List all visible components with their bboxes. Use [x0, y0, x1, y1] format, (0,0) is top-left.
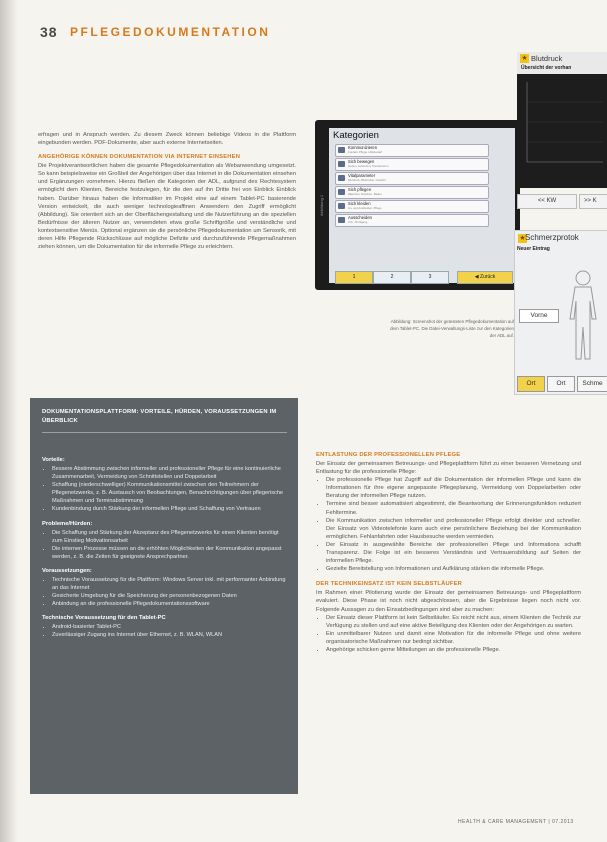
page-number: 38	[40, 24, 58, 40]
category-label: Sich pflegen	[348, 187, 372, 192]
category-sub: An- und Auskleiden, Pflege	[348, 206, 382, 210]
next-week-button[interactable]: >> K	[579, 194, 607, 209]
entlastung-list	[316, 476, 581, 573]
categories-title: Kategorien	[333, 130, 379, 141]
tablet-screenshot	[315, 120, 520, 290]
tablet-screen	[329, 128, 515, 283]
section-heading-technikeinsatz: DER TECHNIKEINSATZ IST KEIN SELBSTLÄUFER	[316, 581, 463, 588]
category-label: Sich bewegen	[348, 159, 375, 164]
category-sub: Urin, Stuhlgang	[348, 220, 368, 224]
list-item: • Kundenbindung durch Stärkung der informellen Pflege und Schaffung von Vertrauen	[52, 505, 287, 513]
category-label: Sich kleiden	[348, 201, 371, 206]
list-item: • Gezielte Bereitstellung von Informationen und Aufklärung stärken die informelle Pflege.	[326, 565, 581, 573]
list-item: • Die professionelle Pflege hat Zugriff auf die Dokumentation der informellen Pflege und kann die Informationen für ihre eigene angepasste Pflegeplanung, Vermeidung von Doppelarbeiten oder Beratung der informellen Pflege nutzen.	[326, 476, 581, 500]
info-box-divider	[42, 432, 287, 433]
advantages-list	[42, 465, 287, 514]
location-button-2[interactable]: Ort	[547, 376, 575, 392]
problems-heading: Probleme/Hürden:	[42, 520, 93, 527]
front-view-button[interactable]: Vorne	[519, 309, 559, 323]
figure-caption: Abbildung: Screenshot der getesteten Pflegedokumentation auf dem Tablet-PC. Die Datei-Verwaltungs-Liste zur den Kategorien der ADL auf.	[390, 319, 514, 338]
category-sub: Kontakt, Pflege, Hilfebedarf	[348, 150, 383, 154]
category-label: Ausscheiden	[348, 215, 372, 220]
section-paragraph-entlastung: Der Einsatz der gemeinsamen Betreuungs- und Pflegeplattform führt zu einer besseren Vernetzung und Entlastung für die professionelle Pflege:	[316, 461, 581, 476]
list-item: • Anbindung an die professionelle Pflegedokumentationssoftware	[52, 600, 287, 608]
section-heading-angehoerige: ANGEHÖRIGE KÖNNEN DOKUMENTATION VIA INTERNET EINSEHEN	[38, 154, 241, 161]
category-item[interactable]	[335, 214, 489, 227]
section-paragraph-technikeinsatz: Im Rahmen einer Pilotierung wurde der Einsatz der gemeinsamen Betreuungs- und Pflegeplattform evaluiert. Diese Phase ist noch nicht abgeschlossen, aber die Ergebnisse liegen noch nicht vor. Folgende Aussagen zu den Einsatzbedingungen sind aber zu machen:	[316, 590, 581, 613]
info-box-title: DOKUMENTATIONSPLATTFORM: VORTEILE, HÜRDEN, VORAUSSETZUNGEN IM ÜBERBLICK	[42, 409, 277, 424]
category-icon	[338, 147, 345, 153]
list-item: • Bessere Abstimmung zwischen informeller und professioneller Pflege für eine kontinuierliche Zusammenarbeit, Vermeidung von Schnittstellen und Doppelarbeit	[52, 465, 287, 481]
category-sub: Gehen, Aufstehen, Transferieren	[348, 164, 389, 168]
pain-protocol-title: Schmerzprotok	[525, 233, 579, 242]
requirements-heading: Voraussetzungen:	[42, 567, 92, 574]
list-item: • Android-basierter Tablet-PC	[52, 623, 287, 631]
category-item[interactable]	[335, 172, 489, 185]
list-item: • Schaffung (niederschwelliger) Kommunikationsmittel zwischen den Teilnehmern der Pflegenetzwerks, z. B. Austausch von Beobachtungen, Benachrichtigungen über pflegerische Maßnahmen und Terminabstimmung	[52, 481, 287, 505]
info-box-content	[42, 450, 287, 640]
category-icon	[338, 175, 345, 181]
list-item: • Termine sind besser automatisiert abgestimmt, die Beantwortung der Erinnerungsfunktion reduziert Fehltermine.	[326, 500, 581, 516]
list-item: • Angehörige schicken gerne Mitteilungen an die professionelle Pflege.	[326, 646, 581, 654]
page-button-3[interactable]: 3	[411, 271, 449, 284]
blood-pressure-widget	[517, 52, 607, 188]
tablet-requirements-heading: Technische Voraussetzung für den Tablet-PC	[42, 615, 166, 622]
category-item[interactable]	[335, 144, 489, 157]
list-item: • Die Schaffung und Stärkung der Akzeptanz des Pflegenetzwerks für einen Klienten benötigt zum Einstieg Motivationsarbeit	[52, 529, 287, 545]
category-sub: Waschen, Duschen, Baden	[348, 192, 382, 196]
list-item: • Der Einsatz in ausgewählte Bereiche der professionellen Pflege und Informations schafft Transparenz. Die Folge ist ein besseres Verständnis und Vertrauensbildung auf Seiten der informellen Pflege.	[326, 541, 581, 565]
list-item: • Die Kommunikation zwischen informeller und professioneller Pflege erfolgt direkter und schneller. Der Einsatz von Videotelefonie kann auch eine persönlichere Beziehung bei der Kommunikation ermöglichen. Fehlanfahrten oder Hausbesuche werden vermieden.	[326, 517, 581, 541]
list-item: • Die internen Prozesse müssen an die erhöhten Möglichkeiten der Kommunikation angepasst werden, z. B. die Zeiten für geeignete Ansprechpartner.	[52, 545, 287, 561]
category-item[interactable]	[335, 200, 489, 213]
list-item: • Ein unmittelbarer Nutzen und damit eine Motivation für die informelle Pflege und ohne weitere organisatorische Maßnahmen nur bedingt sichtbar.	[326, 630, 581, 646]
blood-pressure-subtitle: Übersicht der vorhan	[521, 65, 572, 71]
category-item[interactable]	[335, 158, 489, 171]
list-item: • Der Einsatz dieser Plattform ist kein Selbstläufer. Es reicht nicht aus, einem Klienten die Technik zur Verfügung zu stellen und auf eine aktive Beteiligung des Klienten oder der Angehörigen zu warten.	[326, 614, 581, 630]
category-sub: Blutdruck, Blutzucker, Gewicht	[348, 178, 386, 182]
pain-protocol-subtitle: Neuer Eintrag	[517, 246, 550, 252]
requirements-list	[42, 576, 287, 608]
star-icon: ★	[519, 235, 526, 242]
tablet-side-label: Abbildung 1	[319, 194, 324, 216]
intro-paragraph: erfragen und in Anspruch werden. Zu diesem Zweck können beliebige Videos in die Plattform eingebunden werden. PDF-Dokumente, aber auch externe Internetseiten.	[38, 132, 296, 147]
page-title: PFLEGEDOKUMENTATION	[70, 25, 271, 39]
list-item: • Technische Voraussetzung für die Plattform: Windows Server inkl. mit performanter Anbindung an das Internet	[52, 576, 287, 592]
category-icon	[338, 189, 345, 195]
advantages-heading: Vorteile:	[42, 457, 65, 463]
left-column	[38, 131, 296, 251]
blood-pressure-title: Blutdruck	[531, 54, 563, 63]
body-figure-icon	[563, 269, 603, 364]
page-button-2[interactable]: 2	[373, 271, 411, 284]
location-button-3[interactable]: Schme	[577, 376, 607, 392]
category-icon	[338, 217, 345, 223]
pain-protocol-widget	[514, 230, 607, 395]
category-label: Kommunizieren	[348, 145, 378, 150]
list-item: • Gesicherte Umgebung für die Speicherung der personenbezogenen Daten	[52, 592, 287, 600]
page-footer: HEALTH & CARE MANAGEMENT | 07.2013	[458, 819, 574, 825]
blood-pressure-chart	[523, 82, 603, 172]
category-icon	[338, 161, 345, 167]
section-paragraph-angehoerige: Die Projektverantwortlichen haben die gesamte Pflegedokumentation als Webanwendung umgesetzt. So kann beispielsweise ein Großteil der Angehörigen über das Internet in die Dokumentation einsehen und Ergänzungen vornehmen. Hierzu fließen die Kategorien der ADL, aufgrund des Rechtesystem ermöglicht dem Klienten, Bereiche festzulegen, für die den auf ihn Dritte frei von Einblick Einblick haben. Darüber hinaus haben die Informatiker im Projekt eine auf einem Tablet-PC basierende Version entwickelt, die auch weniger technologieaffinen Anwendern den Zugriff ermöglicht (Abbildung). Sie orientiert sich an der Oberflächengestaltung und die Nutzerführung an die speziellen Bedürfnisse der älteren Nutzer an, verwendeten etwa große Schriftgröße und verständliche und kontextsensitive Menüs. Optional ergänzen sie die persönliche Pflegedokumentation um Sensorik, mit deren Hilfe Pflegende Rückschlüsse auf mögliche Defizite und durchzuführende Pflegemaßnahmen ziehen können, um die Dokumentation für die informelle Pflege zu erleichtern.	[38, 163, 296, 251]
category-icon	[338, 203, 345, 209]
problems-list	[42, 529, 287, 561]
info-box	[30, 398, 298, 794]
tablet-requirements-list	[42, 623, 287, 639]
location-button-1[interactable]: Ort	[517, 376, 545, 392]
right-column	[316, 452, 581, 654]
list-item: • Zuverlässiger Zugang ins Internet über Ethernet, z. B. WLAN, WLAN	[52, 631, 287, 639]
back-button[interactable]: ◀ Zurück	[457, 271, 513, 284]
page-button-1[interactable]: 1	[335, 271, 373, 284]
technikeinsatz-list	[316, 614, 581, 654]
previous-week-button[interactable]: << KW	[517, 194, 577, 209]
category-item[interactable]	[335, 186, 489, 199]
star-icon: ★	[521, 55, 528, 62]
page-edge-shadow	[0, 0, 18, 842]
blood-pressure-header	[517, 52, 607, 74]
category-label: Vitalparameter	[348, 173, 376, 178]
section-heading-entlastung: ENTLASTUNG DER PROFESSIONELLEN PFLEGE	[316, 452, 461, 458]
